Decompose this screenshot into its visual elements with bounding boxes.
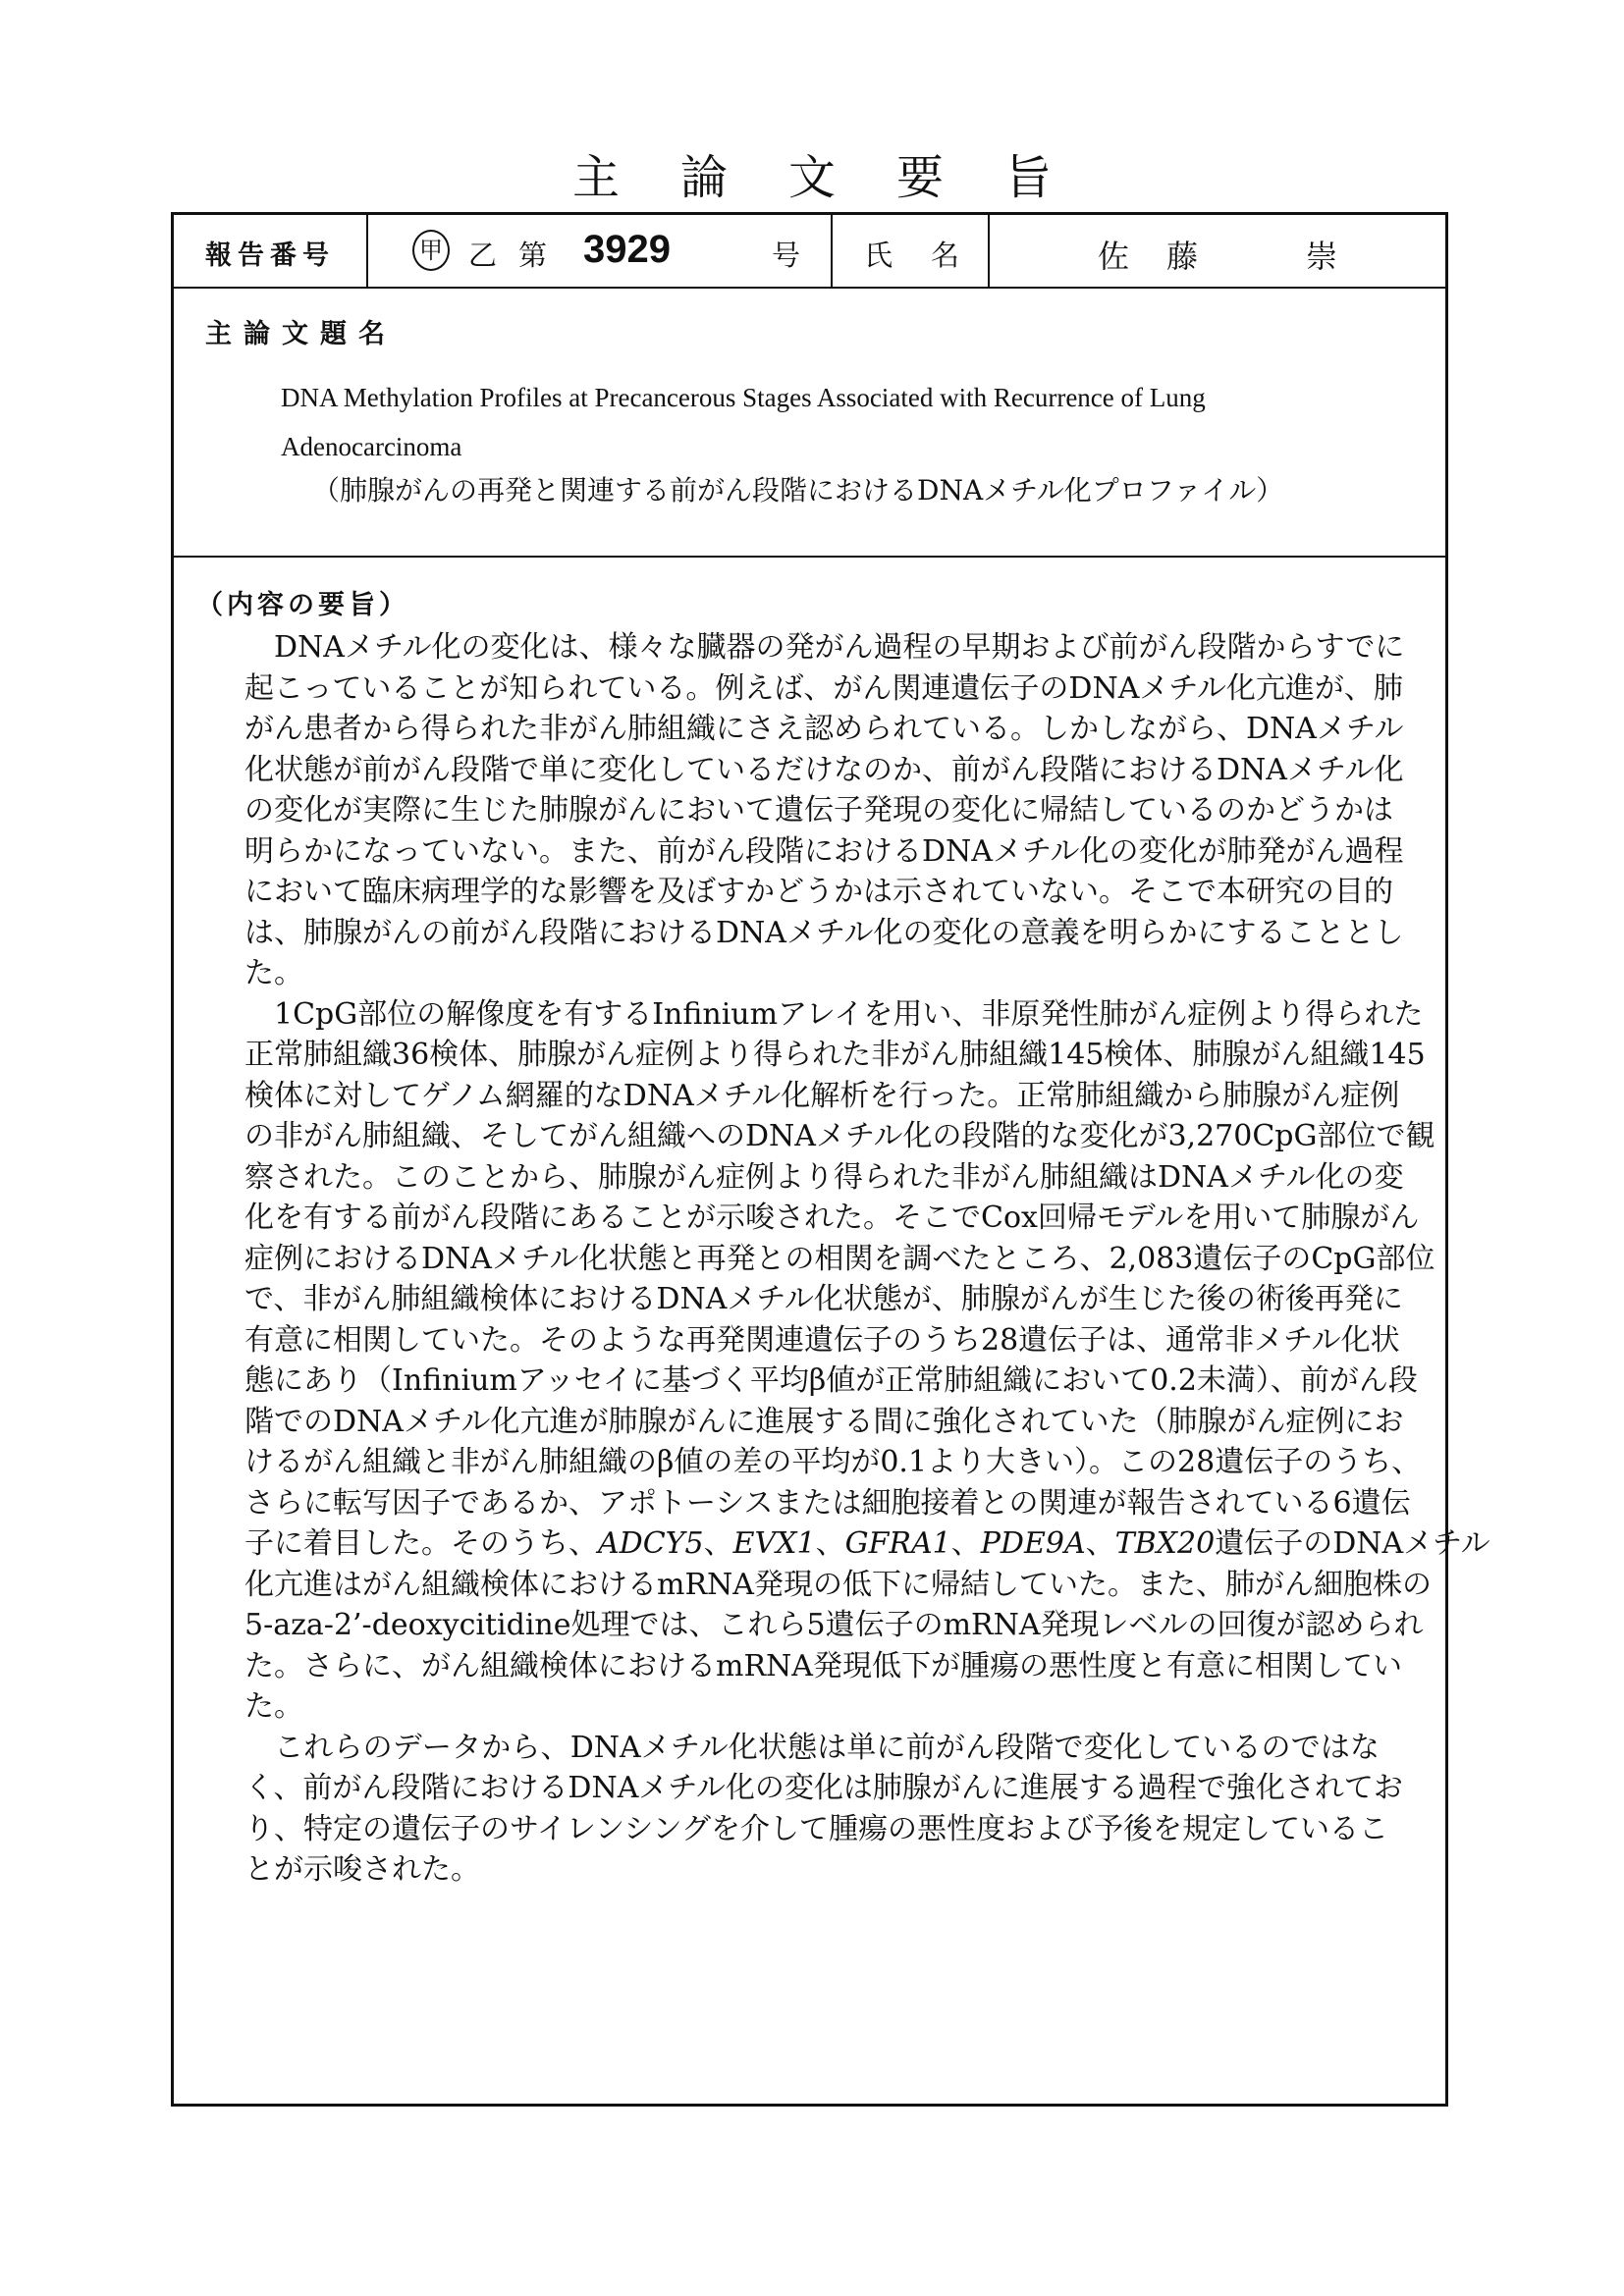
gene-name: ADCY5: [598, 1526, 704, 1561]
text-segment: 、: [815, 1526, 845, 1561]
summary-line: た。: [244, 1689, 303, 1724]
gene-name: EVX1: [732, 1526, 816, 1561]
thesis-title-ja: （肺腺がんの再発と関連する前がん段階におけるDNAメチル化プロファイル）: [312, 474, 1284, 507]
summary-line: は、肺腺がんの前がん段階におけるDNAメチル化の変化の意義を明らかにすることとし: [244, 915, 1404, 950]
summary-line: の非がん肺組織、そしてがん組織へのDNAメチル化の段階的な変化が3,270CpG部位で観: [244, 1119, 1435, 1153]
degree-type-otsu: 乙: [468, 239, 498, 272]
thesis-title-en-line2: Adenocarcinoma: [281, 432, 462, 461]
gene-name: PDE9A: [980, 1526, 1086, 1561]
text-segment: 子に着目した。そのうち、: [244, 1526, 598, 1561]
name-label-1: 氏: [864, 239, 893, 272]
summary-line: けるがん組織と非がん肺組織のβ値の差の平均が0.1より大きい）。この28遺伝子のうち、: [244, 1445, 1422, 1479]
summary-line: 正常肺組織36検体、肺腺がん症例より得られた非がん肺組織145検体、肺腺がん組織145: [244, 1038, 1426, 1072]
text-segment: 遺伝子のDNAメチル: [1215, 1526, 1490, 1561]
document-title: 主論文要旨: [571, 150, 1112, 205]
header-divider: [171, 287, 1448, 289]
degree-type-kou: [412, 230, 450, 271]
summary-line: DNAメチル化の変化は、様々な臓器の発がん過程の早期および前がん段階からすでに: [244, 630, 1405, 665]
selected-circle-mark: 甲: [412, 230, 450, 271]
summary-line: た。さらに、がん組織検体におけるmRNA発現低下が腫瘍の悪性度と有意に相関してい: [244, 1648, 1402, 1683]
gou-label: 号: [772, 239, 801, 272]
summary-line: これらのデータから、DNAメチル化状態は単に前がん段階で変化しているのではな: [244, 1730, 1380, 1765]
summary-line: 検体に対してゲノム網羅的なDNAメチル化解析を行った。正常肺組織から肺腺がん症例: [244, 1078, 1400, 1113]
report-number-label: 報告番号: [205, 240, 335, 271]
summary-line: がん患者から得られた非がん肺組織にさえ認められている。しかしながら、DNAメチル: [244, 712, 1404, 746]
summary-line: の変化が実際に生じた肺腺がんにおいて遺伝子発現の変化に帰結しているのかどうかは: [244, 793, 1393, 828]
summary-line: 5-aza-2’-deoxycitidine処理では、これら5遺伝子のmRNA発現レベルの回復が認められ: [244, 1608, 1424, 1642]
summary-line: り、特定の遺伝子のサイレンシングを介して腫瘍の悪性度および予後を規定しているこ: [244, 1811, 1389, 1846]
text-segment: 、: [950, 1526, 981, 1561]
summary-line: 化亢進はがん組織検体におけるmRNA発現の低下に帰結していた。また、肺がん細胞株の: [244, 1567, 1432, 1602]
summary-line: とが示唆された。: [244, 1852, 480, 1887]
title-section-divider: [171, 556, 1448, 558]
summary-line: 態にあり（Infiniumアッセイに基づく平均β値が正常肺組織において0.2未満）、前がん段: [244, 1363, 1418, 1398]
thesis-title-label: 主論文題名: [205, 319, 397, 349]
column-divider: [831, 212, 833, 287]
author-family-name: 佐 藤: [1098, 238, 1213, 275]
summary-line: 化状態が前がん段階で単に変化しているだけなのか、前がん段階におけるDNAメチル化: [244, 752, 1404, 787]
summary-line: く、前がん段階におけるDNAメチル化の変化は肺腺がんに進展する過程で強化されてお: [244, 1771, 1403, 1805]
summary-label: （内容の要旨）: [196, 590, 409, 620]
column-divider: [988, 212, 990, 287]
summary-line: 有意に相関していた。そのような再発関連遺伝子のうち28遺伝子は、通常非メチル化状: [244, 1322, 1400, 1358]
gene-name: TBX20: [1114, 1526, 1216, 1561]
summary-line: 明らかになっていない。また、前がん段階におけるDNAメチル化の変化が肺発がん過程: [244, 833, 1404, 869]
thesis-title-en-line1: DNA Methylation Profiles at Precancerous Stages Associated with Recurrence of Lung: [281, 383, 1206, 412]
dai-label: 第: [518, 239, 548, 272]
report-number: 3929: [583, 228, 671, 271]
summary-line: た。: [244, 956, 303, 990]
summary-line: [244, 1523, 1490, 1565]
column-divider: [366, 212, 368, 287]
text-segment: 、: [1085, 1526, 1115, 1561]
author-given-name: 崇: [1306, 238, 1338, 275]
name-label-2: 名: [931, 239, 960, 272]
summary-line: 起こっていることが知られている。例えば、がん関連遺伝子のDNAメチル化亢進が、肺: [244, 670, 1403, 706]
summary-line: において臨床病理学的な影響を及ぼすかどうかは示されていない。そこで本研究の目的: [244, 875, 1393, 909]
summary-line: 1CpG部位の解像度を有するInfiniumアレイを用い、非原発性肺がん症例より得られた: [244, 996, 1424, 1032]
gene-name: GFRA1: [844, 1526, 951, 1561]
summary-line: 階でのDNAメチル化亢進が肺腺がんに進展する間に強化されていた（肺腺がん症例にお: [244, 1404, 1404, 1439]
text-segment: 、: [703, 1526, 733, 1561]
summary-line: 察された。このことから、肺腺がん症例より得られた非がん肺組織はDNAメチル化の変: [244, 1159, 1404, 1195]
summary-line: 症例におけるDNAメチル化状態と再発との相関を調べたところ、2,083遺伝子のCpG部位: [244, 1241, 1435, 1276]
summary-line: 化を有する前がん段階にあることが示唆された。そこでCox回帰モデルを用いて肺腺がん: [244, 1201, 1420, 1235]
summary-line: で、非がん肺組織検体におけるDNAメチル化状態が、肺腺がんが生じた後の術後再発に: [244, 1282, 1403, 1316]
summary-line: さらに転写因子であるか、アポトーシスまたは細胞接着との関連が報告されている6遺伝: [244, 1485, 1411, 1521]
